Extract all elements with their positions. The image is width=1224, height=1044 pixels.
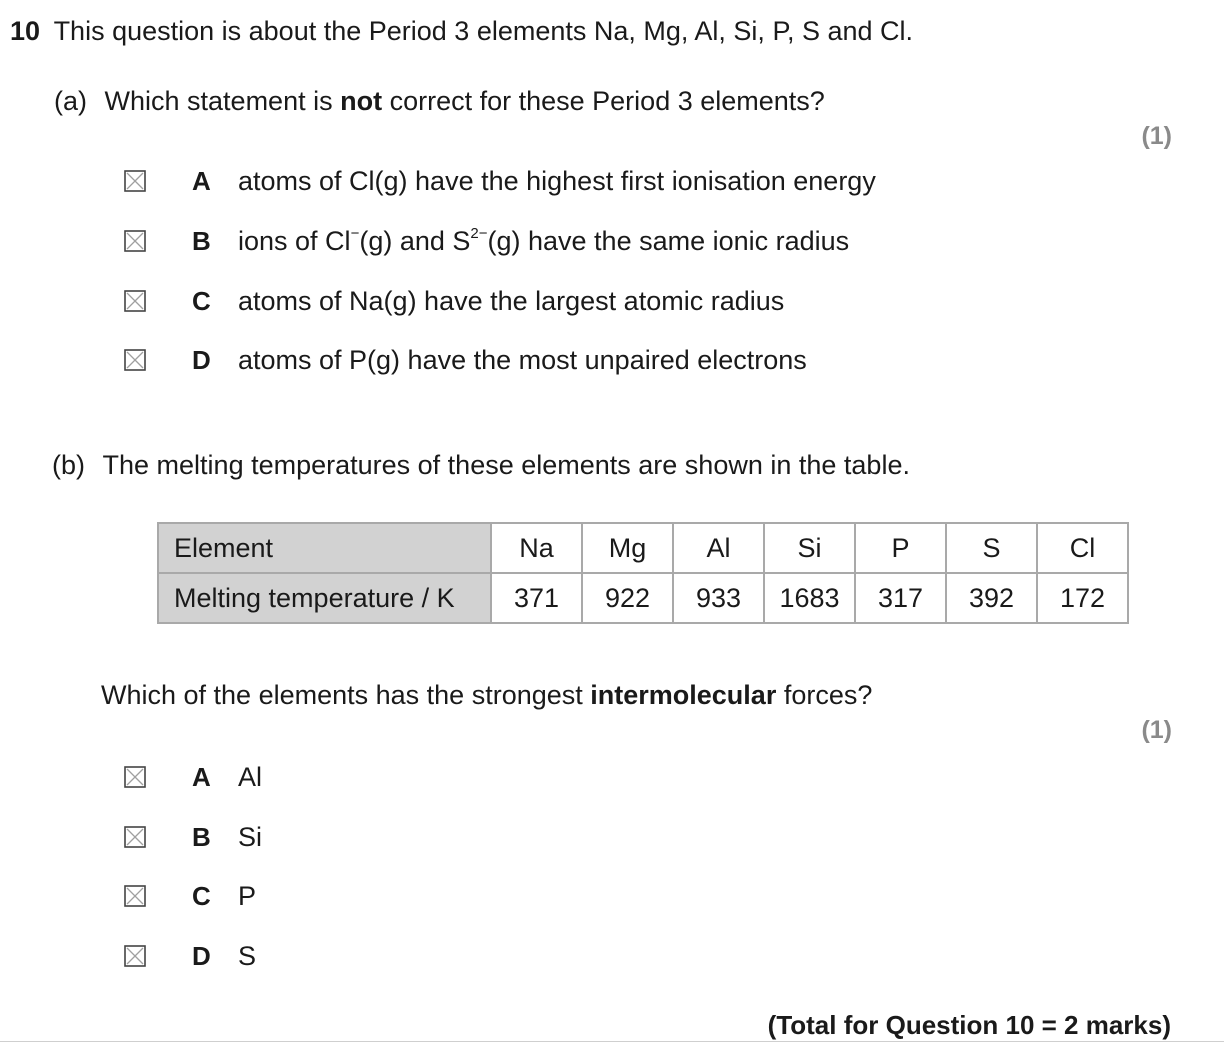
- total-marks: (Total for Question 10 = 2 marks): [767, 1010, 1171, 1040]
- element-cell: Na: [491, 523, 582, 573]
- melting-temperature-cell: 392: [946, 573, 1037, 623]
- option-letter: C: [192, 880, 211, 911]
- option-c-row[interactable]: [124, 880, 257, 911]
- option-b-row[interactable]: [124, 224, 850, 256]
- option-letter: C: [192, 285, 211, 316]
- option-text: P: [238, 880, 257, 911]
- option-letter: D: [192, 940, 211, 971]
- crossed-checkbox-icon[interactable]: [124, 826, 146, 848]
- element-cell: Si: [764, 523, 855, 573]
- option-text: atoms of Cl(g) have the highest first ionisation energy: [238, 165, 876, 196]
- element-cell: P: [855, 523, 946, 573]
- option-text: [238, 226, 849, 257]
- element-row: [158, 523, 1128, 573]
- part-b-stem: [52, 450, 910, 481]
- option-b-sup-1: −: [350, 224, 360, 242]
- option-b-sup-2: 2−: [470, 224, 488, 242]
- crossed-checkbox-icon[interactable]: [124, 885, 146, 907]
- part-b-label: (b): [52, 450, 85, 480]
- melting-temperature-cell: 317: [855, 573, 946, 623]
- option-letter: D: [192, 344, 211, 375]
- melting-temperature-table: [157, 522, 1129, 624]
- option-b-row[interactable]: [124, 821, 263, 852]
- option-b-text-3: (g) have the same ionic radius: [487, 225, 850, 256]
- melting-temperature-cell: 371: [491, 573, 582, 623]
- part-a-marks: (1): [1141, 122, 1172, 150]
- part-a-stem-after: correct for these Period 3 elements?: [382, 86, 825, 116]
- element-cell: S: [946, 523, 1037, 573]
- part-a-stem-bold: not: [340, 86, 383, 116]
- option-b-text-2: (g) and S: [359, 225, 471, 256]
- option-text: atoms of P(g) have the most unpaired electrons: [238, 344, 807, 375]
- part-b-question: [101, 680, 872, 711]
- crossed-checkbox-icon[interactable]: [124, 170, 146, 192]
- part-b-stem-text: The melting temperatures of these elements are shown in the table.: [102, 450, 910, 480]
- element-header: Element: [158, 523, 491, 573]
- option-text: atoms of Na(g) have the largest atomic radius: [238, 285, 785, 316]
- melting-temperature-cell: 922: [582, 573, 673, 623]
- element-cell: Al: [673, 523, 764, 573]
- melting-temperature-header: Melting temperature / K: [158, 573, 491, 623]
- element-cell: Cl: [1037, 523, 1128, 573]
- option-letter: B: [192, 225, 211, 256]
- option-text: S: [238, 940, 257, 971]
- melting-temperature-row: [158, 573, 1128, 623]
- question-heading: [10, 16, 913, 47]
- option-a-row[interactable]: [124, 165, 876, 196]
- melting-temperature-cell: 1683: [764, 573, 855, 623]
- part-a-stem-before: Which statement is: [104, 86, 341, 116]
- crossed-checkbox-icon[interactable]: [124, 349, 146, 371]
- element-cell: Mg: [582, 523, 673, 573]
- option-d-row[interactable]: [124, 344, 807, 375]
- part-a-stem: [54, 86, 825, 117]
- crossed-checkbox-icon[interactable]: [124, 230, 146, 252]
- melting-temperature-cell: 172: [1037, 573, 1128, 623]
- option-letter: A: [192, 761, 211, 792]
- crossed-checkbox-icon[interactable]: [124, 945, 146, 967]
- crossed-checkbox-icon[interactable]: [124, 290, 146, 312]
- option-d-row[interactable]: [124, 940, 257, 971]
- part-b-question-after: forces?: [776, 680, 873, 710]
- part-b-question-bold: intermolecular: [590, 680, 777, 710]
- option-a-row[interactable]: [124, 761, 263, 792]
- option-b-text-1: ions of Cl: [238, 225, 351, 256]
- page-divider: [0, 1041, 1224, 1042]
- question-intro: This question is about the Period 3 elements Na, Mg, Al, Si, P, S and Cl.: [53, 16, 914, 46]
- option-letter: A: [192, 165, 211, 196]
- part-b-question-before: Which of the elements has the strongest: [101, 680, 591, 710]
- part-a-label: (a): [54, 86, 87, 116]
- crossed-checkbox-icon[interactable]: [124, 766, 146, 788]
- option-text: Al: [238, 761, 263, 792]
- part-b-marks: (1): [1141, 716, 1172, 744]
- option-letter: B: [192, 821, 211, 852]
- question-number: 10: [10, 16, 41, 46]
- option-text: Si: [238, 821, 263, 852]
- option-c-row[interactable]: [124, 285, 785, 316]
- melting-temperature-cell: 933: [673, 573, 764, 623]
